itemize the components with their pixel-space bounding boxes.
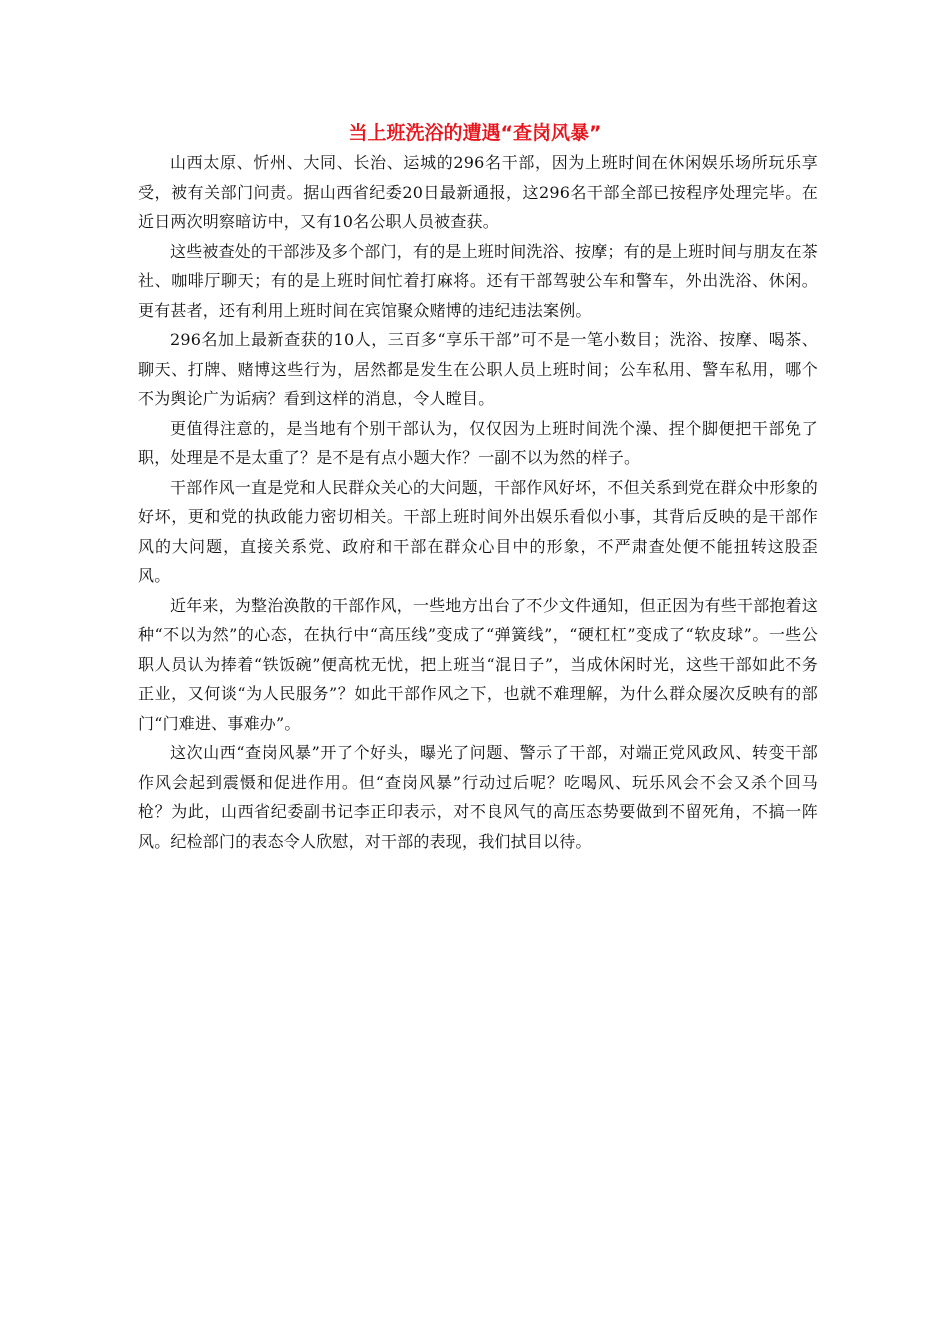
- paragraph: 山西太原、忻州、大同、长治、运城的296名干部，因为上班时间在休闲娱乐场所玩乐享受，被有关部门问责。据山西省纪委20日最新通报，这296名干部全部已按程序处理完毕。在近日两次明察暗访中，又有10名公职人员被查获。: [138, 153, 818, 231]
- paragraph: 这些被查处的干部涉及多个部门，有的是上班时间洗浴、按摩；有的是上班时间与朋友在茶社、咖啡厅聊天；有的是上班时间忙着打麻将。还有干部驾驶公车和警车，外出洗浴、休闲。更有甚者，还有利用上班时间在宾馆聚众赌博的违纪违法案例。: [138, 241, 819, 320]
- document-title: 当上班洗浴的遭遇“查岗风暴”: [348, 122, 602, 144]
- document-body: [138, 148, 818, 856]
- paragraph: 296名加上最新查获的10人，三百多“享乐干部”可不是一笔小数目；洗浴、按摩、喝茶、聊天、打牌、赌博这些行为，居然都是发生在公职人员上班时间；公车私用、警车私用，哪个不为舆论广为诟病？看到这样的消息，令人瞠目。: [138, 330, 818, 408]
- paragraph: 更值得注意的，是当地有个别干部认为，仅仅因为上班时间洗个澡、捏个脚便把干部免了职，处理是不是太重了？是不是有点小题大作？一副不以为然的样子。: [138, 418, 818, 467]
- paragraph: 干部作风一直是党和人民群众关心的大问题，干部作风好坏，不但关系到党在群众中形象的好坏，更和党的执政能力密切相关。干部上班时间外出娱乐看似小事，其背后反映的是干部作风的大问题，直接关系党、政府和干部在群众心目中的形象，不严肃查处便不能扭转这股歪风。: [138, 477, 819, 585]
- paragraph: 这次山西“查岗风暴”开了个好头，曝光了问题、警示了干部，对端正党风政风、转变干部作风会起到震慑和促进作用。但“查岗风暴”行动过后呢？吃喝风、玩乐风会不会又杀个回马枪？为此，山西省纪委副书记李正印表示，对不良风气的高压态势要做到不留死角，不搞一阵风。纪检部门的表态令人欣慰，对干部的表现，我们拭目以待。: [138, 743, 818, 851]
- paragraph: 近年来，为整治涣散的干部作风，一些地方出台了不少文件通知，但正因为有些干部抱着这种“不以为然”的心态，在执行中“高压线”变成了“弹簧线”，“硬杠杠”变成了“软皮球”。一些公职人员认为捧着“铁饭碗”便高枕无忧，把上班当“混日子”，当成休闲时光，这些干部如此不务正业，又何谈“为人民服务”？如此干部作风之下，也就不难理解，为什么群众屡次反映有的部门“门难进、事难办”。: [138, 595, 819, 733]
